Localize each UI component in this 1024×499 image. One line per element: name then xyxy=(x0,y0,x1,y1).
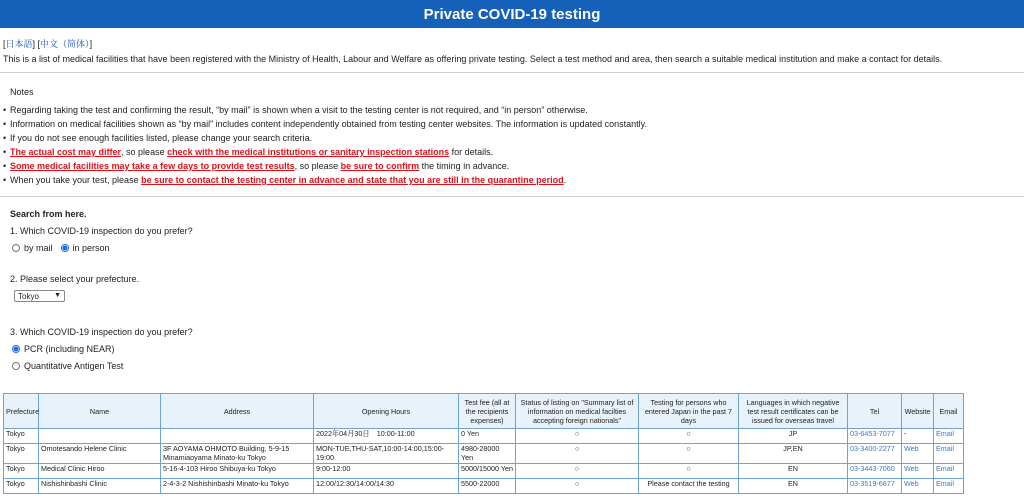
cell-hours: 12:00/12:30/14:00/14:30 xyxy=(314,479,459,494)
cell-tel xyxy=(848,444,902,464)
question-3-label: 3. Which COVID-19 inspection do you prefer? xyxy=(10,327,193,337)
col-header-name: Name xyxy=(39,394,161,429)
radio-by-mail[interactable] xyxy=(12,244,20,252)
tel-link[interactable]: 03-3400-2277 xyxy=(850,444,895,453)
cell-prefecture: Tokyo xyxy=(4,444,39,464)
tel-link[interactable]: 03-6453-7077 xyxy=(850,429,895,438)
radio-label-in-person[interactable]: in person xyxy=(72,243,110,253)
cell-prefecture: Tokyo xyxy=(4,429,39,444)
cell-website xyxy=(902,464,934,479)
website-link[interactable]: Web xyxy=(904,444,919,453)
table-row xyxy=(4,444,964,464)
cell-prefecture: Tokyo xyxy=(4,479,39,494)
col-header-website: Website xyxy=(902,394,934,429)
cell-fee: 0 Yen xyxy=(459,429,516,444)
cell-email xyxy=(934,444,964,464)
chevron-down-icon: ▼ xyxy=(54,292,61,299)
email-link[interactable]: Email xyxy=(936,444,954,453)
note-warning: check with the medical institutions or sanitary inspection stations xyxy=(167,147,450,157)
cell-email xyxy=(934,464,964,479)
cell-name: Omotesando Helene Clinic xyxy=(39,444,161,464)
cell-address: 2-4-3-2 Nishishinbashi Minato-ku Tokyo xyxy=(161,479,314,494)
question-1-options xyxy=(12,243,110,253)
notes-list xyxy=(3,104,647,188)
lang-link-japanese[interactable]: 日本語 xyxy=(5,39,33,49)
cell-hours: 2022年04月30日 10:00-11:00 xyxy=(314,429,459,444)
cell-name: Medical Clinic Hiroo xyxy=(39,464,161,479)
cell-website xyxy=(902,479,934,494)
website-link[interactable]: Web xyxy=(904,479,919,488)
cell-testing: ○ xyxy=(639,444,739,464)
cell-email xyxy=(934,429,964,444)
cell-testing: ○ xyxy=(639,429,739,444)
cell-status: ○ xyxy=(516,429,639,444)
divider xyxy=(0,196,1024,197)
col-header-tel: Tel xyxy=(848,394,902,429)
cell-address xyxy=(161,429,314,444)
col-header-hours: Opening Hours xyxy=(314,394,459,429)
note-warning: be sure to confirm xyxy=(340,161,420,171)
email-link[interactable]: Email xyxy=(936,479,954,488)
cell-name xyxy=(39,429,161,444)
radio-label-antigen[interactable]: Quantitative Antigen Test xyxy=(24,361,124,371)
note-warning: Some medical facilities may take a few days to provide test results xyxy=(10,161,295,171)
prefecture-select[interactable] xyxy=(14,290,65,302)
cell-address: 5-16-4-103 Hiroo Shibuya-ku Tokyo xyxy=(161,464,314,479)
page-header-banner xyxy=(0,0,1024,28)
cell-hours: 9:00-12:00 xyxy=(314,464,459,479)
note-item: • The actual cost may differ, so please check with the medical institutions or sanitary inspection stations for details. xyxy=(3,146,647,160)
question-2-label: 2. Please select your prefecture. xyxy=(10,274,140,284)
col-header-prefecture: Prefecture xyxy=(4,394,39,429)
cell-status: ○ xyxy=(516,479,639,494)
cell-tel xyxy=(848,464,902,479)
note-warning: be sure to contact the testing center in advance and state that you are still in the quarantine period xyxy=(141,175,564,185)
cell-name: Nishishinbashi Clinic xyxy=(39,479,161,494)
col-header-fee: Test fee (all at the recipients expenses) xyxy=(459,394,516,429)
table-row xyxy=(4,429,964,444)
cell-status: ○ xyxy=(516,464,639,479)
tel-link[interactable]: 03-3519-6677 xyxy=(850,479,895,488)
lang-link-chinese[interactable]: 中文（简体） xyxy=(40,39,90,49)
radio-pcr[interactable] xyxy=(12,345,20,353)
email-link[interactable]: Email xyxy=(936,464,954,473)
cell-fee: 5000/15000 Yen xyxy=(459,464,516,479)
col-header-status: Status of listing on "Summary list of information on medical facilties accepting foreign nationals" xyxy=(516,394,639,429)
cell-website: - xyxy=(902,429,934,444)
cell-languages: EN xyxy=(739,479,848,494)
table-header-row xyxy=(4,394,964,429)
note-item: • Regarding taking the test and confirming the result, “by mail” is shown when a visit to the testing center is not required, and “in person” otherwise. xyxy=(3,104,647,118)
note-warning: The actual cost may differ xyxy=(10,147,122,157)
note-item: • Information on medical facilities shown as “by mail” includes content independently obtained from testing center websites. The information is updated constantly. xyxy=(3,118,647,132)
question-1-label: 1. Which COVID-19 inspection do you prefer? xyxy=(10,226,193,236)
notes-title: Notes xyxy=(10,87,34,97)
question-3-option-pcr xyxy=(12,344,115,354)
note-item: • When you take your test, please be sure to contact the testing center in advance and state that you are still in the quarantine period. xyxy=(3,174,647,188)
intro-text: This is a list of medical facilities that have been registered with the Ministry of Health, Labour and Welfare as offering private testing. Select a test method and area, then search a suitable medical institution and make a contact for details. xyxy=(3,54,943,64)
cell-languages: EN xyxy=(739,464,848,479)
cell-testing: ○ xyxy=(639,464,739,479)
col-header-email: Email xyxy=(934,394,964,429)
col-header-testing: Testing for persons who entered Japan in the past 7 days xyxy=(639,394,739,429)
col-header-languages: Languages in which negative test result certificates can be issued for overseas travel xyxy=(739,394,848,429)
cell-hours: MON-TUE,THU-SAT,10:00-14:00,15:00-19:00 xyxy=(314,444,459,464)
table-row xyxy=(4,479,964,494)
cell-address: 3F AOYAMA OHMOTO Building, 5-9-15 Minamiaoyama Minato-ku Tokyo xyxy=(161,444,314,464)
facilities-table xyxy=(3,393,964,494)
cell-fee: 5500-22000 xyxy=(459,479,516,494)
note-item: • If you do not see enough facilities listed, please change your search criteria. xyxy=(3,132,647,146)
cell-prefecture: Tokyo xyxy=(4,464,39,479)
radio-label-by-mail[interactable]: by mail xyxy=(24,243,53,253)
radio-label-pcr[interactable]: PCR (including NEAR) xyxy=(24,344,115,354)
tel-link[interactable]: 03-3443-7060 xyxy=(850,464,895,473)
table-row xyxy=(4,464,964,479)
email-link[interactable]: Email xyxy=(936,429,954,438)
cell-status: ○ xyxy=(516,444,639,464)
cell-languages: JP,EN xyxy=(739,444,848,464)
note-item: • Some medical facilities may take a few days to provide test results, so please be sure to confirm the timing in advance. xyxy=(3,160,647,174)
radio-in-person[interactable] xyxy=(61,244,69,252)
prefecture-select-value: Tokyo xyxy=(18,291,39,301)
cell-website xyxy=(902,444,934,464)
divider xyxy=(0,72,1024,73)
cell-email xyxy=(934,479,964,494)
question-3-option-antigen xyxy=(12,361,123,371)
website-link[interactable]: Web xyxy=(904,464,919,473)
search-title: Search from here. xyxy=(10,209,87,219)
radio-antigen[interactable] xyxy=(12,362,20,370)
cell-tel xyxy=(848,429,902,444)
cell-testing: Please contact the testing xyxy=(639,479,739,494)
col-header-address: Address xyxy=(161,394,314,429)
cell-languages: JP xyxy=(739,429,848,444)
cell-tel xyxy=(848,479,902,494)
page-title: Private COVID-19 testing xyxy=(423,5,601,23)
cell-fee: 4980-28000 Yen xyxy=(459,444,516,464)
language-switcher: [日本語] [中文（简体）] xyxy=(3,39,93,49)
